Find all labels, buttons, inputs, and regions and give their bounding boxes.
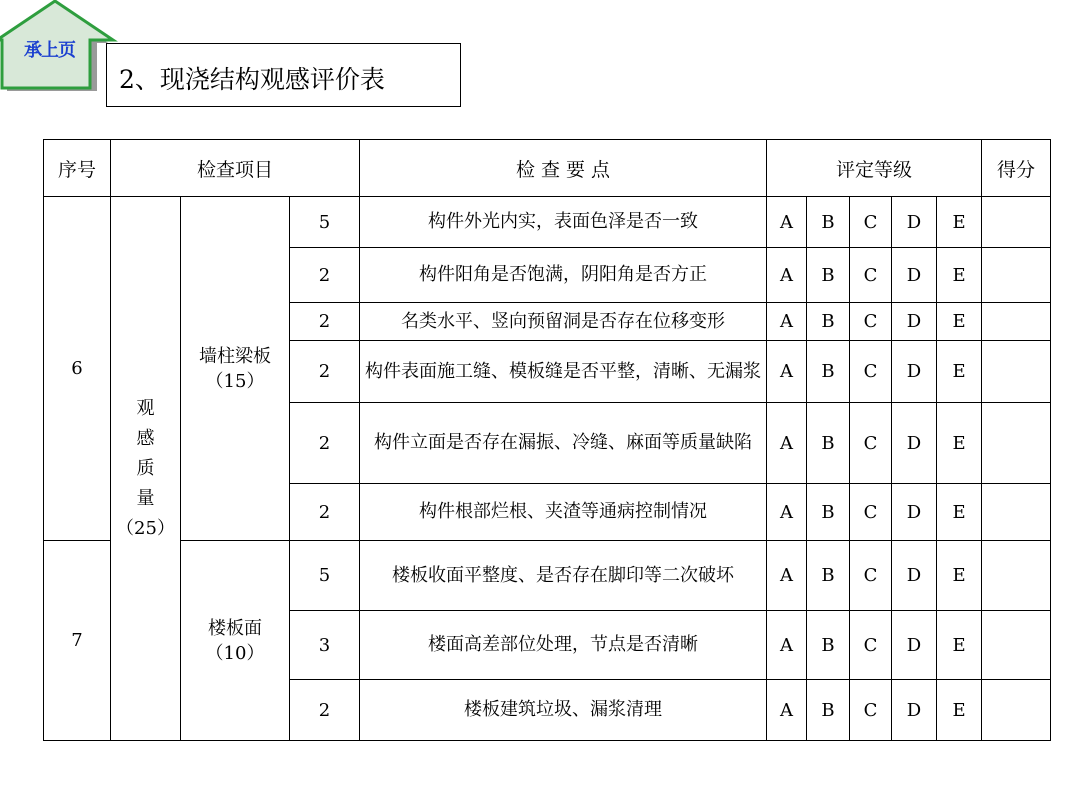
row-text: 楼板建筑垃圾、漏浆清理 [360,680,767,741]
score-cell[interactable] [982,341,1051,403]
grade-b[interactable]: B [807,248,850,303]
grade-d[interactable]: D [892,541,937,611]
grade-b[interactable]: B [807,303,850,341]
grade-d[interactable]: D [892,197,937,248]
grade-b[interactable]: B [807,403,850,484]
grade-b[interactable]: B [807,484,850,541]
grade-a[interactable]: A [767,248,807,303]
row-points: 2 [290,303,360,341]
grade-c[interactable]: C [850,197,892,248]
row-text: 构件阳角是否饱满，阴阳角是否方正 [360,248,767,303]
grade-c[interactable]: C [850,680,892,741]
grade-b[interactable]: B [807,680,850,741]
grade-c[interactable]: C [850,248,892,303]
row-points: 2 [290,248,360,303]
grade-e[interactable]: E [937,248,982,303]
row-text: 构件根部烂根、夹渣等通病控制情况 [360,484,767,541]
grade-d[interactable]: D [892,341,937,403]
grade-e[interactable]: E [937,611,982,680]
grade-c[interactable]: C [850,341,892,403]
grade-d[interactable]: D [892,248,937,303]
header-no: 序号 [44,140,111,197]
grade-d[interactable]: D [892,484,937,541]
grade-e[interactable]: E [937,403,982,484]
header-grade: 评定等级 [767,140,982,197]
grade-a[interactable]: A [767,611,807,680]
grade-d[interactable]: D [892,303,937,341]
table-row [44,197,1051,248]
row-text: 构件外光内实，表面色泽是否一致 [360,197,767,248]
grade-d[interactable]: D [892,403,937,484]
score-cell[interactable] [982,303,1051,341]
nav-label: 承上页 [24,40,75,61]
grade-a[interactable]: A [767,303,807,341]
grade-e[interactable]: E [937,197,982,248]
score-cell[interactable] [982,611,1051,680]
row-points: 5 [290,541,360,611]
grade-a[interactable]: A [767,197,807,248]
grade-e[interactable]: E [937,541,982,611]
grade-d[interactable]: D [892,611,937,680]
header-item: 检查项目 [111,140,360,197]
grade-d[interactable]: D [892,680,937,741]
row-points: 3 [290,611,360,680]
score-cell[interactable] [982,248,1051,303]
row-text: 构件表面施工缝、模板缝是否平整，清晰、无漏浆 [360,341,767,403]
group-cell: 观 感 质 量 （25） [111,197,181,741]
title-box [106,43,461,107]
row-points: 2 [290,403,360,484]
grade-e[interactable]: E [937,341,982,403]
grade-b[interactable]: B [807,611,850,680]
header-score: 得分 [982,140,1051,197]
grade-b[interactable]: B [807,541,850,611]
page-title: 2、现浇结构观感评价表 [119,65,385,94]
grade-c[interactable]: C [850,403,892,484]
section-no: 7 [44,541,111,741]
grade-b[interactable]: B [807,341,850,403]
row-points: 5 [290,197,360,248]
header-points: 检 查 要 点 [360,140,767,197]
grade-c[interactable]: C [850,484,892,541]
score-cell[interactable] [982,403,1051,484]
section-name: 墙柱梁板 （15） [181,197,290,541]
grade-e[interactable]: E [937,303,982,341]
grade-e[interactable]: E [937,484,982,541]
table-row [44,541,1051,611]
header-row [44,140,1051,197]
row-text: 构件立面是否存在漏振、冷缝、麻面等质量缺陷 [360,403,767,484]
row-points: 2 [290,484,360,541]
grade-a[interactable]: A [767,341,807,403]
row-text: 名类水平、竖向预留洞是否存在位移变形 [360,303,767,341]
row-points: 2 [290,341,360,403]
grade-a[interactable]: A [767,403,807,484]
score-cell[interactable] [982,197,1051,248]
grade-e[interactable]: E [937,680,982,741]
row-text: 楼面高差部位处理，节点是否清晰 [360,611,767,680]
grade-b[interactable]: B [807,197,850,248]
grade-c[interactable]: C [850,611,892,680]
grade-a[interactable]: A [767,680,807,741]
section-no: 6 [44,197,111,541]
score-cell[interactable] [982,541,1051,611]
row-text: 楼板收面平整度、是否存在脚印等二次破坏 [360,541,767,611]
section-name: 楼板面 （10） [181,541,290,741]
grade-a[interactable]: A [767,484,807,541]
evaluation-table [43,139,1051,741]
grade-c[interactable]: C [850,303,892,341]
score-cell[interactable] [982,680,1051,741]
row-points: 2 [290,680,360,741]
previous-page-button[interactable] [0,0,120,96]
grade-c[interactable]: C [850,541,892,611]
grade-a[interactable]: A [767,541,807,611]
score-cell[interactable] [982,484,1051,541]
